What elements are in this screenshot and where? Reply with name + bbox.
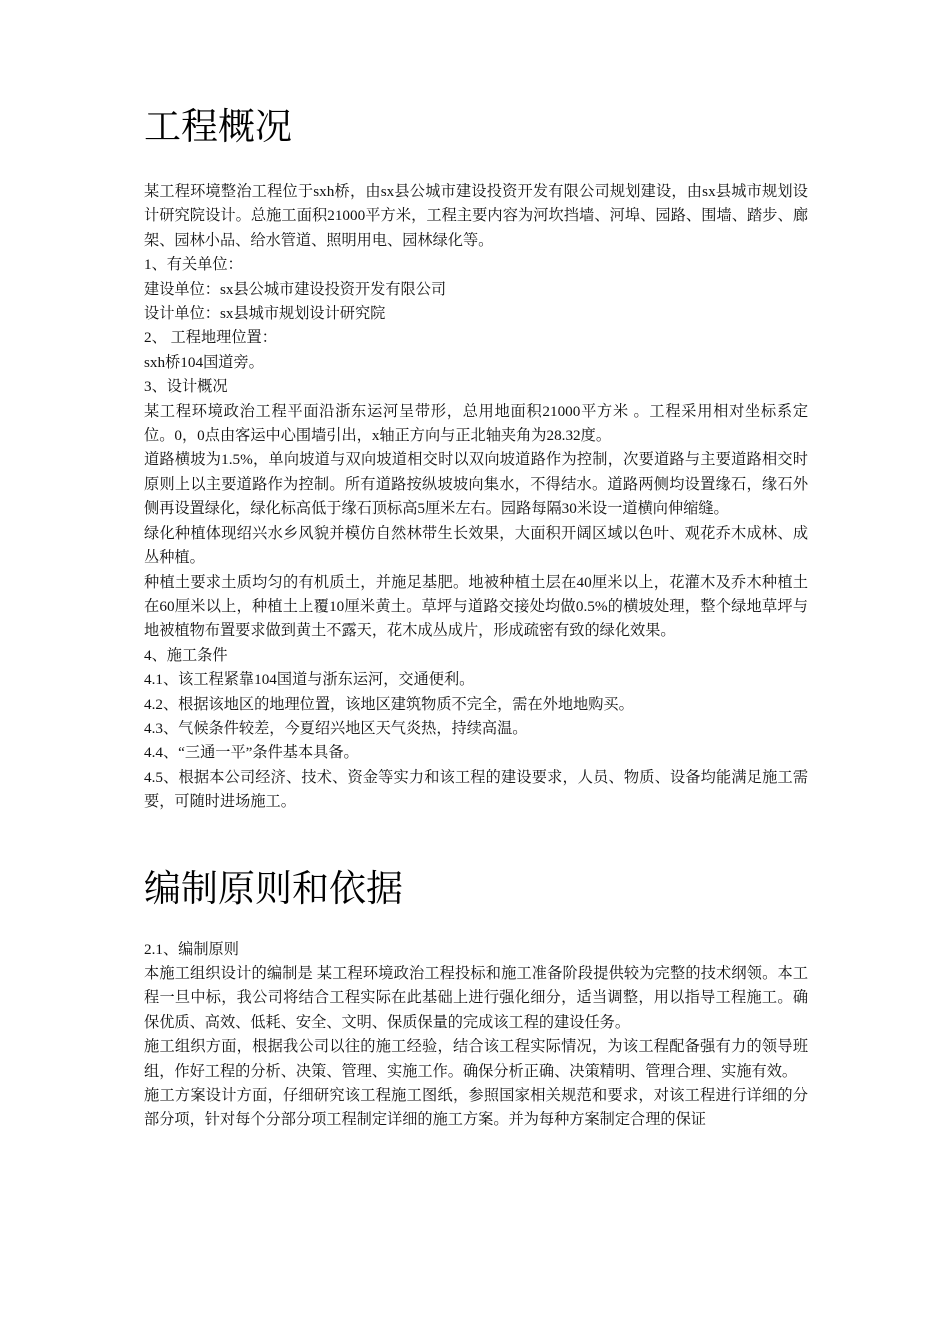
paragraph: 4.1、该工程紧靠104国道与浙东运河，交通便利。 (144, 671, 475, 689)
paragraph: 4.5、根据本公司经济、技术、资金等实力和该工程的建设要求，人员、物质、设备均能满足施工需要，可随时进场施工。 (144, 768, 808, 811)
paragraph: 道路横坡为1.5%，单向坡道与双向坡道相交时以双向坡道路作为控制，次要道路与主要道路相交时原则上以主要道路作为控制。所有道路按纵坡坡向集水，不得结水。道路两侧均设置缘石，缘石外侧再设置绿化，绿化标高低于缘石顶标高5厘米左右。园路每隔30米设一道横向伸缩缝。 (144, 451, 808, 518)
section-heading: 编制原则和依据 (144, 866, 403, 910)
paragraph: 4.3、气候条件较差，今夏绍兴地区天气炎热，持续高温。 (144, 719, 528, 737)
paragraph: 种植土要求土质均匀的有机质土，并施足基肥。地被种植土层在40厘米以上，花灌木及乔木种植土在60厘米以上，种植土上覆10厘米黄土。草坪与道路交接处均做0.5%的横坡处理，整个绿地草坪与地被植物布置要求做到黄土不露天，花木成丛成片，形成疏密有致的绿化效果。 (144, 573, 808, 640)
section-overview (144, 105, 808, 815)
paragraph: 施工组织方面，根据我公司以往的施工经验，结合该工程实际情况，为该工程配备强有力的领导班组，作好工程的分析、决策、管理、实施工作。确保分析正确、决策精明、管理合理、实施有效。 (144, 1038, 808, 1080)
paragraph: 2、 工程地理位置： (144, 329, 277, 347)
paragraph: 4、施工条件 (144, 646, 228, 664)
paragraph: 1、有关单位： (144, 256, 243, 274)
paragraph: 某工程环境政治工程平面沿浙东运河呈带形，总用地面积21000平方米 。工程采用相对坐标系定位。0，0点由客运中心围墙引出，x轴正方向与正北轴夹角为28.32度。 (144, 402, 808, 445)
paragraph: 设计单位：sx县城市规划设计研究院 (144, 305, 386, 323)
paragraph: 3、设计概况 (144, 378, 228, 396)
paragraph: 绿化种植体现绍兴水乡风貌并模仿自然林带生长效果，大面积开阔区域以色叶、观花乔木成林、成丛种植。 (144, 524, 808, 567)
section-principles (144, 867, 808, 1133)
paragraph: sxh桥104国道旁。 (144, 353, 264, 371)
paragraph: 4.4、“三通一平”条件基本具备。 (144, 744, 359, 762)
paragraph: 建设单位：sx县公城市建设投资开发有限公司 (144, 280, 447, 298)
paragraph: 4.2、根据该地区的地理位置，该地区建筑物质不完全，需在外地地购买。 (144, 695, 634, 713)
paragraph: 2.1、编制原则 (144, 940, 239, 958)
section-heading: 工程概况 (144, 105, 292, 148)
document-page (144, 0, 808, 1133)
paragraph: 本施工组织设计的编制是 某工程环境政治工程投标和施工准备阶段提供较为完整的技术纲领。本工程一旦中标，我公司将结合工程实际在此基础上进行强化细分，适当调整，用以指导工程施工。确保优质、高效、低耗、安全、文明、保质保量的完成该工程的建设任务。 (144, 964, 808, 1031)
paragraph: 施工方案设计方面，仔细研究该工程施工图纸，参照国家相关规范和要求，对该工程进行详细的分部分项，针对每个分部分项工程制定详细的施工方案。并为每种方案制定合理的保证 (144, 1087, 808, 1129)
paragraph: 某工程环境整治工程位于sxh桥，由sx县公城市建设投资开发有限公司规划建设，由sx县城市规划设计研究院设计。总施工面积21000平方米，工程主要内容为河坎挡墙、河埠、园路、围墙、踏步、廊架、园林小品、给水管道、照明用电、园林绿化等。 (144, 183, 808, 249)
